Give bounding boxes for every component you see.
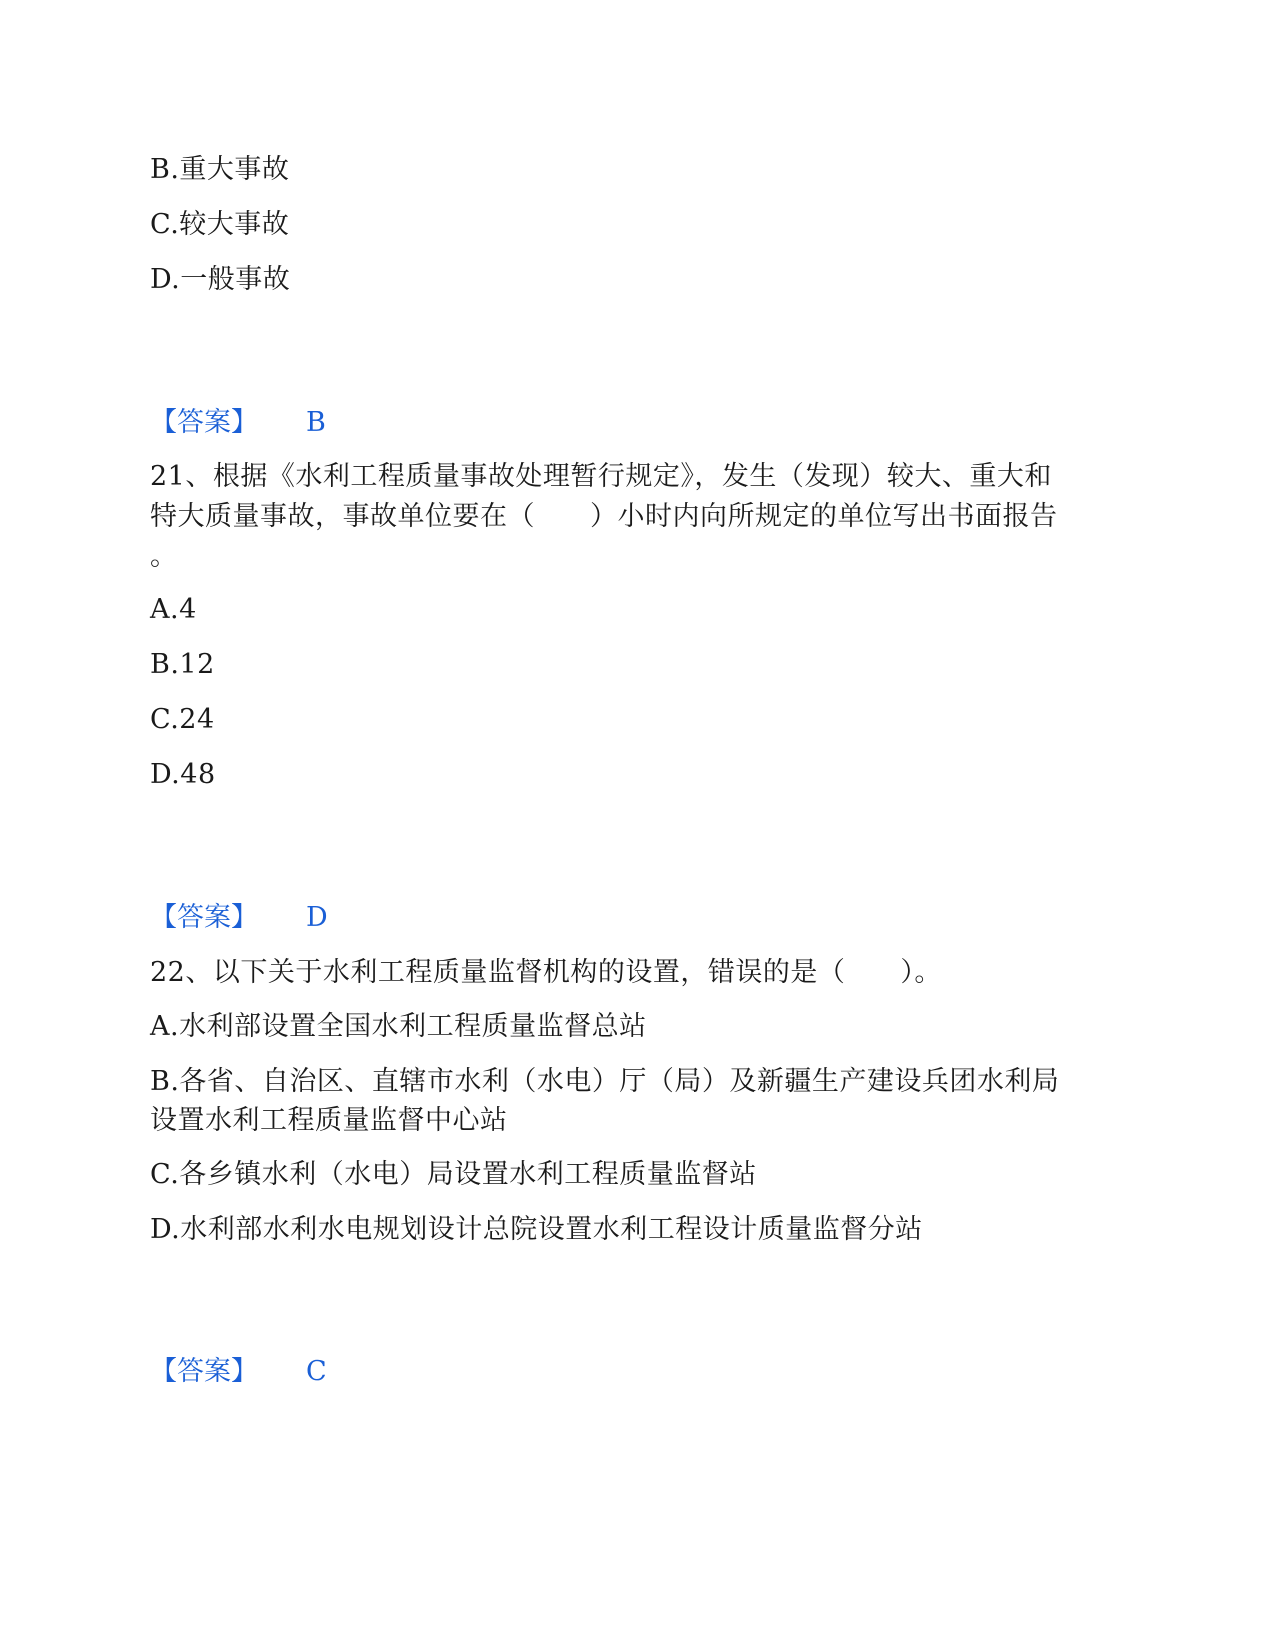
q22-option-b-line-2: 设置水利工程质量监督中心站 <box>150 1105 508 1136</box>
q22-option-c: C.各乡镇水利（水电）局设置水利工程质量监督站 <box>150 1159 757 1190</box>
q22-option-d: D.水利部水利水电规划设计总院设置水利工程设计质量监督分站 <box>150 1214 923 1245</box>
q21-answer-label: 【答案】 <box>150 902 258 933</box>
q22-stem: 22、以下关于水利工程质量监督机构的设置，错误的是（ ）。 <box>150 957 942 988</box>
q21-option-d: D.48 <box>150 759 216 790</box>
q21-option-b: B.12 <box>150 649 215 680</box>
q21-stem-line-2: 特大质量事故，事故单位要在（ ）小时内向所规定的单位写出书面报告 <box>150 501 1058 532</box>
q21-answer-value: D <box>306 902 328 933</box>
q22-answer-value: C <box>306 1356 327 1387</box>
q21-stem-line-3: 。 <box>150 541 178 572</box>
q20-answer <box>150 403 326 443</box>
q20-answer-value: B <box>306 407 326 438</box>
q21-answer <box>150 898 328 938</box>
q20-option-c: C.较大事故 <box>150 209 290 240</box>
q20-answer-label: 【答案】 <box>150 407 258 438</box>
q21-stem-line-1: 21、根据《水利工程质量事故处理暂行规定》，发生（发现）较大、重大和 <box>150 461 1052 492</box>
q21-option-a: A.4 <box>150 594 197 625</box>
q22-option-a: A.水利部设置全国水利工程质量监督总站 <box>150 1011 647 1042</box>
q20-option-d: D.一般事故 <box>150 264 291 295</box>
q22-answer-label: 【答案】 <box>150 1356 258 1387</box>
q21-option-c: C.24 <box>150 704 215 735</box>
q22-option-b-line-1: B.各省、自治区、直辖市水利（水电）厅（局）及新疆生产建设兵团水利局 <box>150 1066 1060 1097</box>
q22-answer <box>150 1352 327 1392</box>
q20-option-b: B.重大事故 <box>150 154 290 185</box>
